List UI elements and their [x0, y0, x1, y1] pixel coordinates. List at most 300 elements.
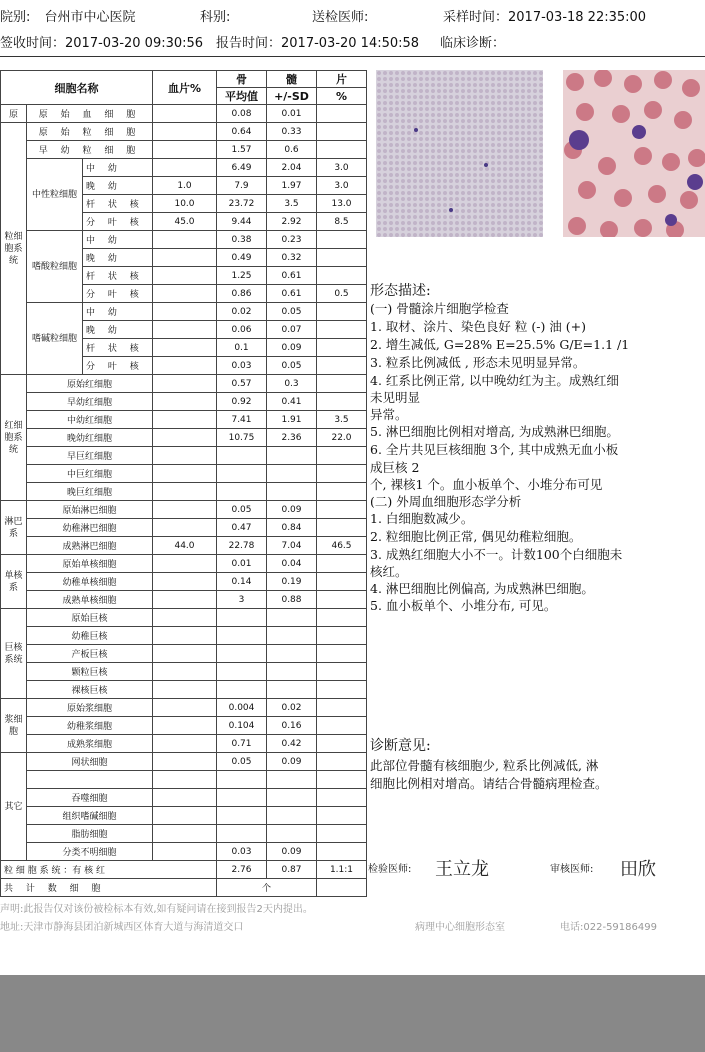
table-row	[1, 663, 367, 681]
pct-value	[317, 105, 367, 123]
pct-value: 8.5	[317, 213, 367, 231]
sd-value: 0.84	[267, 519, 317, 537]
table-row	[1, 159, 367, 177]
sd-value	[267, 609, 317, 627]
mean-value: 0.57	[217, 375, 267, 393]
mean-value: 22.78	[217, 537, 267, 555]
sd-value	[267, 681, 317, 699]
table-row	[1, 681, 367, 699]
table-row	[1, 825, 367, 843]
table-row	[1, 699, 367, 717]
blood-value	[153, 375, 217, 393]
cell-name: 杆 状 核	[83, 195, 153, 213]
mean-value	[217, 609, 267, 627]
blood-value: 45.0	[153, 213, 217, 231]
pct-value	[317, 447, 367, 465]
sd-value	[267, 447, 317, 465]
col-name-header: 细胞名称	[1, 71, 153, 105]
pct-value	[317, 753, 367, 771]
reviewer-label: 审核医师:	[550, 864, 594, 875]
blood-value	[153, 663, 217, 681]
blood-value: 1.0	[153, 177, 217, 195]
pct-value	[317, 267, 367, 285]
pct-value	[317, 519, 367, 537]
pct-value	[317, 843, 367, 861]
pct-value	[317, 231, 367, 249]
diagnosis-line: 细胞比例相对增高。请结合骨髓病理检查。	[370, 776, 608, 791]
count-row	[1, 879, 367, 897]
description-line: 1. 白细胞数减少。	[370, 511, 474, 526]
hospital-field	[0, 6, 136, 25]
mean-value: 1.25	[217, 267, 267, 285]
pct-value	[317, 735, 367, 753]
pct-value: 46.5	[317, 537, 367, 555]
blood-value	[153, 123, 217, 141]
sd-value: 0.09	[267, 501, 317, 519]
pct-value	[317, 465, 367, 483]
pct-value: 3.0	[317, 159, 367, 177]
pct-value: 3.0	[317, 177, 367, 195]
footer-phone: 电话:022-59186499	[560, 922, 657, 933]
blood-value: 10.0	[153, 195, 217, 213]
mean-value: 0.38	[217, 231, 267, 249]
sd-value: 0.09	[267, 753, 317, 771]
sd-value: 1.91	[267, 411, 317, 429]
cell-name: 幼稚浆细胞	[27, 717, 153, 735]
blood-value	[153, 393, 217, 411]
pct-value	[317, 645, 367, 663]
cell-name: 成熟单核细胞	[27, 591, 153, 609]
diagnosis-line: 此部位骨髓有核细胞少, 粒系比例减低, 淋	[370, 758, 599, 773]
description-line: 成巨核 2	[370, 460, 420, 475]
mean-value	[217, 663, 267, 681]
category-label: 浆细胞	[1, 699, 27, 753]
col-pct-header: %	[317, 88, 367, 105]
blood-value	[153, 141, 217, 159]
cell-name: 分 叶 核	[83, 213, 153, 231]
footer-lab: 病理中心细胞形态室	[415, 922, 505, 933]
table-row	[1, 753, 367, 771]
pct-value	[317, 771, 367, 789]
sd-value: 1.97	[267, 177, 317, 195]
blood-value	[153, 249, 217, 267]
pct-value	[317, 789, 367, 807]
mean-value: 0.03	[217, 843, 267, 861]
blood-value	[153, 771, 217, 789]
sd-value	[267, 483, 317, 501]
table-row	[1, 735, 367, 753]
mean-value	[217, 789, 267, 807]
category-label: 淋巴系	[1, 501, 27, 555]
mean-value: 10.75	[217, 429, 267, 447]
cell-name: 幼稚淋巴细胞	[27, 519, 153, 537]
mean-value	[217, 447, 267, 465]
sd-value: 2.92	[267, 213, 317, 231]
sd-value: 0.05	[267, 303, 317, 321]
description-line: 核红。	[370, 564, 408, 579]
blood-value	[153, 825, 217, 843]
cell-name: 晚幼红细胞	[27, 429, 153, 447]
subcategory-label: 中性粒细胞	[27, 159, 83, 231]
cell-name: 中 幼	[83, 231, 153, 249]
pct-value	[317, 123, 367, 141]
pct-value	[317, 321, 367, 339]
table-row	[1, 645, 367, 663]
cell-name: 组织嗜碱细胞	[27, 807, 153, 825]
mean-value: 9.44	[217, 213, 267, 231]
ratio-sd: 0.87	[267, 861, 317, 879]
count-mark: 个	[217, 879, 317, 897]
sd-value: 0.04	[267, 555, 317, 573]
col-marrow-a: 骨	[217, 71, 267, 88]
sd-value: 0.07	[267, 321, 317, 339]
sd-value: 0.09	[267, 339, 317, 357]
sd-value: 0.32	[267, 249, 317, 267]
mean-value: 0.104	[217, 717, 267, 735]
mean-value: 0.08	[217, 105, 267, 123]
table-row	[1, 465, 367, 483]
table-row	[1, 591, 367, 609]
cell-name: 原始单核细胞	[27, 555, 153, 573]
description-line: 个, 裸核1 个。血小板单个、小堆分布可见	[370, 477, 603, 492]
table-row	[1, 105, 367, 123]
cell-name: 幼稚单核细胞	[27, 573, 153, 591]
description-line: 4. 淋巴细胞比例偏高, 为成熟淋巴细胞。	[370, 581, 594, 596]
blood-value	[153, 573, 217, 591]
table-row	[1, 519, 367, 537]
pct-value	[317, 393, 367, 411]
pct-value	[317, 573, 367, 591]
hospital-value: 台州市中心医院	[44, 10, 136, 25]
col-sd-header: +/-SD	[267, 88, 317, 105]
blood-value	[153, 519, 217, 537]
pct-value	[317, 249, 367, 267]
blood-value	[153, 285, 217, 303]
cell-name: 早 幼 粒 细 胞	[27, 141, 153, 159]
cell-name: 早巨红细胞	[27, 447, 153, 465]
sd-value: 0.01	[267, 105, 317, 123]
sd-value: 0.88	[267, 591, 317, 609]
mean-value: 0.47	[217, 519, 267, 537]
cell-count-table	[0, 70, 367, 897]
col-marrow-b: 髓	[267, 71, 317, 88]
pct-value: 0.5	[317, 285, 367, 303]
cell-name: 原 始 粒 细 胞	[27, 123, 153, 141]
cell-name: 幼稚巨核	[27, 627, 153, 645]
cell-name: 中 幼	[83, 159, 153, 177]
table-row	[1, 807, 367, 825]
cell-name: 晚 幼	[83, 177, 153, 195]
blood-value	[153, 843, 217, 861]
pct-value: 22.0	[317, 429, 367, 447]
sd-value	[267, 807, 317, 825]
mean-value: 6.49	[217, 159, 267, 177]
footer-statement: 声明:此报告仅对该份被检标本有效,如有疑问请在接到报告2天内提出。	[0, 904, 313, 915]
blood-value	[153, 447, 217, 465]
table-row	[1, 375, 367, 393]
description-line: 异常。	[370, 407, 408, 422]
sd-value: 0.02	[267, 699, 317, 717]
sd-value	[267, 663, 317, 681]
mean-value: 3	[217, 591, 267, 609]
cell-name: 原始淋巴细胞	[27, 501, 153, 519]
description-title: 形态描述:	[370, 283, 431, 299]
description-line: 未见明显	[370, 390, 421, 405]
pct-value: 13.0	[317, 195, 367, 213]
description-line: 3. 粒系比例减低 , 形态未见明显异常。	[370, 355, 586, 370]
table-row	[1, 717, 367, 735]
mean-value: 0.86	[217, 285, 267, 303]
pct-value	[317, 375, 367, 393]
sd-value: 7.04	[267, 537, 317, 555]
cell-name: 分 叶 核	[83, 285, 153, 303]
cell-name: 中幼红细胞	[27, 411, 153, 429]
cell-name: 晚 幼	[83, 249, 153, 267]
blood-value	[153, 753, 217, 771]
pct-value	[317, 627, 367, 645]
sd-value: 0.61	[267, 267, 317, 285]
pct-value	[317, 681, 367, 699]
sd-value: 0.42	[267, 735, 317, 753]
sd-value: 2.04	[267, 159, 317, 177]
examiner-label: 检验医师:	[368, 864, 412, 875]
pct-value	[317, 609, 367, 627]
blood-value	[153, 681, 217, 699]
cell-name: 晚巨红细胞	[27, 483, 153, 501]
pct-value: 3.5	[317, 411, 367, 429]
cell-name: 杆 状 核	[83, 339, 153, 357]
cell-name: 吞噬细胞	[27, 789, 153, 807]
table-row	[1, 789, 367, 807]
blood-value	[153, 231, 217, 249]
cell-name: 中 幼	[83, 303, 153, 321]
examiner-signature: 王立龙	[435, 859, 489, 880]
description-line: 4. 红系比例正常, 以中晚幼红为主。成熟红细	[370, 373, 619, 388]
table-row	[1, 483, 367, 501]
blood-value	[153, 645, 217, 663]
cell-name: 原 始 血 细 胞	[27, 105, 153, 123]
description-line: (一) 骨髓涂片细胞学检查	[370, 301, 509, 316]
mean-value	[217, 483, 267, 501]
mean-value: 0.05	[217, 753, 267, 771]
mean-value	[217, 465, 267, 483]
cell-name: 早幼红细胞	[27, 393, 153, 411]
ratio-label: 粒 细 胞 系 统 ：有 核 红	[1, 861, 217, 879]
hospital-label: 院别:	[0, 10, 31, 25]
mean-value: 0.01	[217, 555, 267, 573]
category-label: 红细胞系统	[1, 375, 27, 501]
sample-time: 采样时间：2017-03-18 22:35:00	[443, 10, 647, 25]
sd-value: 3.5	[267, 195, 317, 213]
table-row	[1, 627, 367, 645]
table-row	[1, 771, 367, 789]
table-row	[1, 609, 367, 627]
diagnosis-label: 临床诊断：	[440, 36, 506, 51]
ratio-row	[1, 861, 367, 879]
mean-value	[217, 681, 267, 699]
pct-value	[317, 717, 367, 735]
bone-marrow-smear-low-power-image	[376, 70, 543, 237]
mean-value: 7.9	[217, 177, 267, 195]
col-mean-header: 平均值	[217, 88, 267, 105]
blood-value	[153, 735, 217, 753]
blood-value	[153, 609, 217, 627]
count-empty	[317, 879, 367, 897]
sd-value: 0.16	[267, 717, 317, 735]
mean-value: 0.06	[217, 321, 267, 339]
blood-value	[153, 429, 217, 447]
pct-value	[317, 357, 367, 375]
count-label: 共 计 数 细 胞	[1, 879, 217, 897]
mean-value: 1.57	[217, 141, 267, 159]
cell-name: 分类不明细胞	[27, 843, 153, 861]
blood-value	[153, 627, 217, 645]
cell-name: 产板巨核	[27, 645, 153, 663]
footer-address: 地址:天津市静海县团泊新城西区体育大道与海清道交口	[0, 922, 244, 933]
pct-value	[317, 303, 367, 321]
sd-value: 2.36	[267, 429, 317, 447]
sd-value	[267, 825, 317, 843]
sd-value	[267, 627, 317, 645]
subcategory-label: 嗜碱粒细胞	[27, 303, 83, 375]
category-label: 巨核系统	[1, 609, 27, 699]
mean-value	[217, 645, 267, 663]
blood-value	[153, 717, 217, 735]
blood-value	[153, 807, 217, 825]
table-row	[1, 123, 367, 141]
sd-value: 0.23	[267, 231, 317, 249]
reviewer-signature: 田欣	[620, 859, 656, 880]
table-row	[1, 573, 367, 591]
category-label: 粒细胞系统	[1, 123, 27, 375]
category-label: 其它	[1, 753, 27, 861]
sd-value: 0.19	[267, 573, 317, 591]
description-line: 6. 全片共见巨核细胞 3个, 其中成熟无血小板	[370, 442, 619, 457]
sd-value: 0.61	[267, 285, 317, 303]
diagnosis-title: 诊断意见:	[370, 738, 431, 754]
table-row	[1, 411, 367, 429]
cell-name: 原始巨核	[27, 609, 153, 627]
mean-value	[217, 627, 267, 645]
cell-name: 裸核巨核	[27, 681, 153, 699]
mean-value: 0.14	[217, 573, 267, 591]
cell-name: 成熟浆细胞	[27, 735, 153, 753]
mean-value: 0.49	[217, 249, 267, 267]
blood-value	[153, 591, 217, 609]
sd-value	[267, 465, 317, 483]
sd-value	[267, 789, 317, 807]
table-row	[1, 555, 367, 573]
pct-value	[317, 591, 367, 609]
description-line: 3. 成熟红细胞大小不一。计数100个白细胞未	[370, 547, 623, 562]
table-row	[1, 429, 367, 447]
bone-marrow-smear-high-power-image	[563, 70, 705, 237]
blood-value	[153, 465, 217, 483]
cell-name: 原始红细胞	[27, 375, 153, 393]
mean-value	[217, 771, 267, 789]
cell-name: 晚 幼	[83, 321, 153, 339]
mean-value	[217, 825, 267, 843]
table-row	[1, 303, 367, 321]
ratio-mean: 2.76	[217, 861, 267, 879]
blood-value	[153, 483, 217, 501]
blood-value	[153, 501, 217, 519]
description-line: (二) 外周血细胞形态学分析	[370, 494, 522, 509]
blood-value	[153, 357, 217, 375]
doctor-label: 送检医师:	[312, 10, 369, 25]
pct-value	[317, 555, 367, 573]
mean-value: 0.05	[217, 501, 267, 519]
blood-value	[153, 555, 217, 573]
cell-name: 原始浆细胞	[27, 699, 153, 717]
header-divider	[0, 56, 705, 57]
table-row	[1, 537, 367, 555]
mean-value: 0.92	[217, 393, 267, 411]
table-row	[1, 501, 367, 519]
mean-value: 7.41	[217, 411, 267, 429]
table-row	[1, 447, 367, 465]
category-label: 原	[1, 105, 27, 123]
pct-value	[317, 825, 367, 843]
description-line: 1. 取材、涂片、染色良好 粒 (-) 油 (+)	[370, 319, 586, 334]
cell-name	[27, 771, 153, 789]
table-row	[1, 843, 367, 861]
ratio-pct: 1.1:1	[317, 861, 367, 879]
sd-value	[267, 771, 317, 789]
sd-value: 0.09	[267, 843, 317, 861]
cell-name: 成熟淋巴细胞	[27, 537, 153, 555]
cell-name: 杆 状 核	[83, 267, 153, 285]
mean-value: 23.72	[217, 195, 267, 213]
photo-background-strip	[0, 975, 705, 1052]
pct-value	[317, 141, 367, 159]
blood-value	[153, 267, 217, 285]
blood-value	[153, 321, 217, 339]
dept-label: 科别:	[200, 10, 231, 25]
pct-value	[317, 483, 367, 501]
blood-value	[153, 339, 217, 357]
sd-value: 0.05	[267, 357, 317, 375]
sd-value: 0.33	[267, 123, 317, 141]
table-row	[1, 231, 367, 249]
col-marrow-c: 片	[317, 71, 367, 88]
blood-value	[153, 411, 217, 429]
table-row	[1, 141, 367, 159]
blood-value: 44.0	[153, 537, 217, 555]
cell-name: 脂肪细胞	[27, 825, 153, 843]
pct-value	[317, 807, 367, 825]
cell-name: 网状细胞	[27, 753, 153, 771]
cell-name: 中巨红细胞	[27, 465, 153, 483]
mean-value: 0.1	[217, 339, 267, 357]
mean-value: 0.02	[217, 303, 267, 321]
description-line: 5. 淋巴细胞比例相对增高, 为成熟淋巴细胞。	[370, 424, 619, 439]
pct-value	[317, 339, 367, 357]
cell-name: 分 叶 核	[83, 357, 153, 375]
blood-value	[153, 303, 217, 321]
blood-value	[153, 789, 217, 807]
mean-value: 0.64	[217, 123, 267, 141]
description-line: 2. 增生减低, G=28% E=25.5% G/E=1.1 /1	[370, 337, 630, 352]
report-time: 报告时间：2017-03-20 14:50:58	[216, 36, 420, 51]
blood-value	[153, 159, 217, 177]
receive-time: 签收时间：2017-03-20 09:30:56	[0, 36, 204, 51]
mean-value: 0.004	[217, 699, 267, 717]
mean-value: 0.03	[217, 357, 267, 375]
sd-value: 0.3	[267, 375, 317, 393]
cell-name: 颗粒巨核	[27, 663, 153, 681]
table-row	[1, 393, 367, 411]
